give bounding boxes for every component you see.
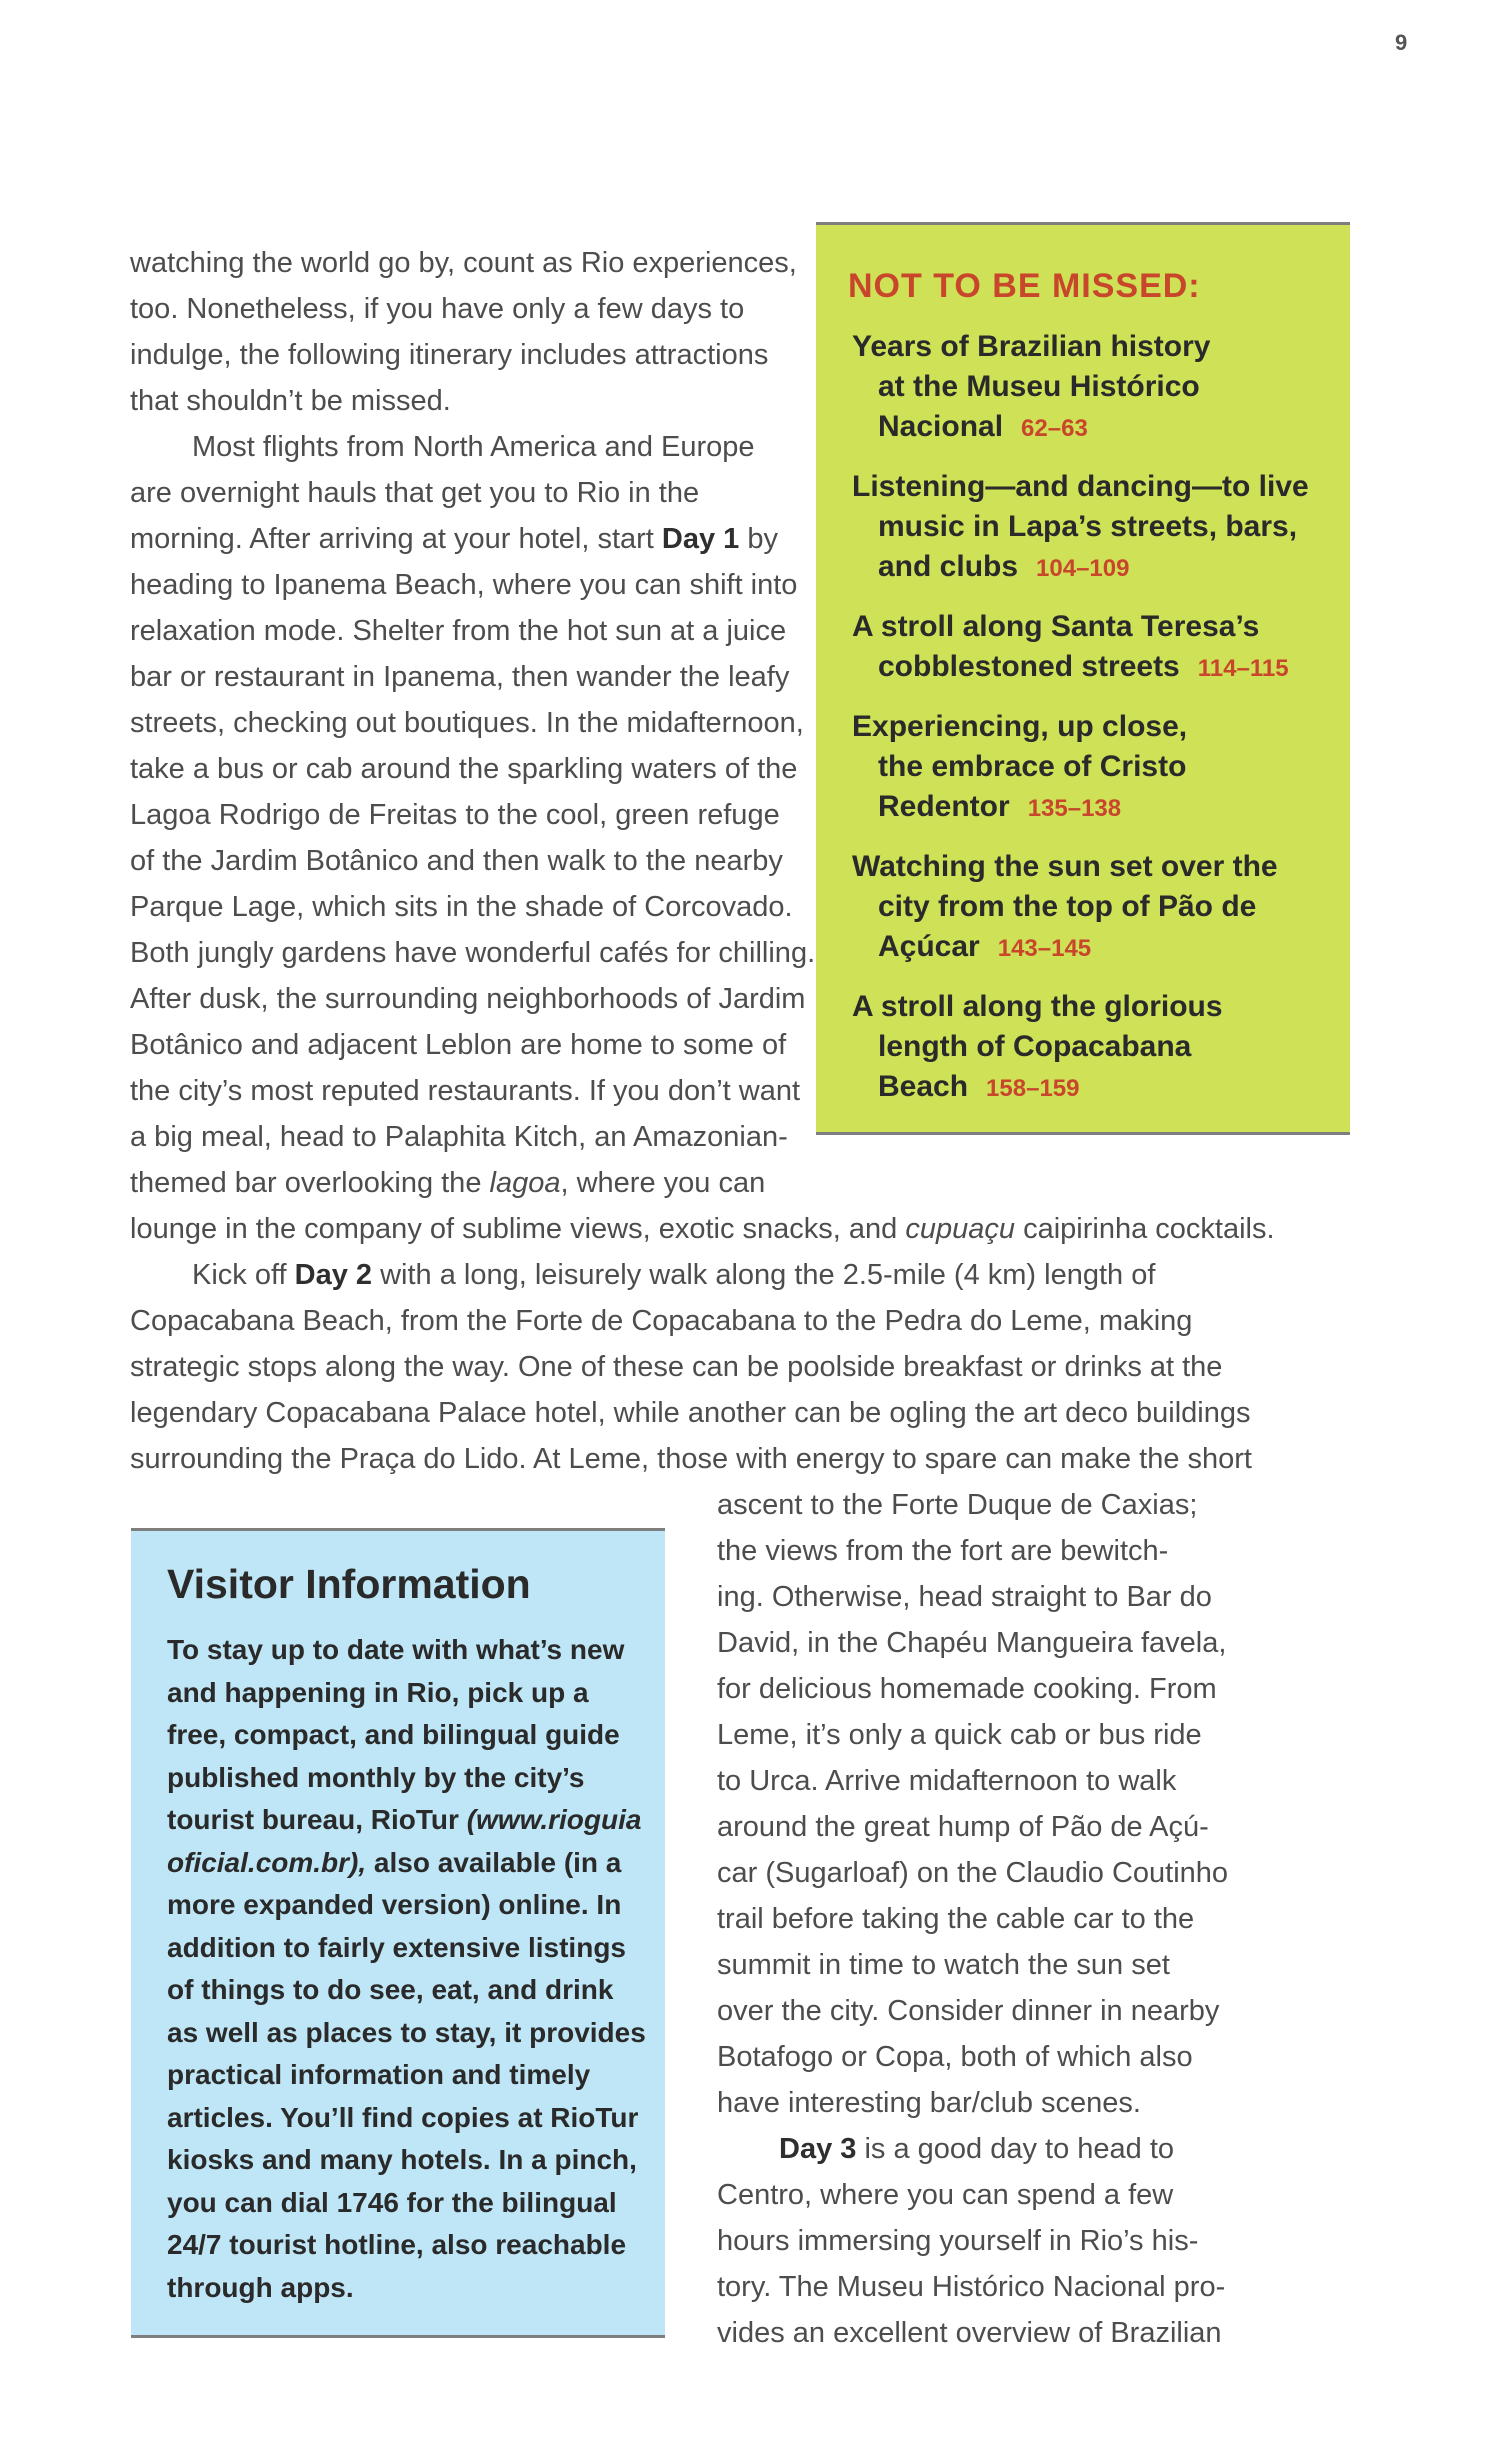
body-line: the city’s most reputed restaurants. If you don’t want (130, 1075, 801, 1107)
body-line: legendary Copacabana Palace hotel, while another can be ogling the art deco buildings (130, 1397, 1251, 1429)
not-to-be-missed-line: the embrace of Cristo (878, 750, 1187, 783)
visitor-information-box (131, 1528, 665, 2338)
visitor-information-line: articles. You’ll find copies at RioTur (167, 2101, 639, 2133)
not-to-be-missed-line: city from the top of Pão de (878, 890, 1257, 923)
body-line: take a bus or cab around the sparkling waters of the (130, 753, 798, 785)
body-line: to Urca. Arrive midafternoon to walk (717, 1765, 1177, 1797)
visitor-information-line: free, compact, and bilingual guide (167, 1719, 620, 1750)
body-line: that shouldn’t be missed. (130, 385, 451, 417)
page-reference: 62–63 (1021, 415, 1088, 442)
body-line: Centro, where you can spend a few (717, 2179, 1174, 2211)
body-line: summit in time to watch the sun set (717, 1949, 1170, 1981)
body-line: bar or restaurant in Ipanema, then wander the leafy (130, 661, 790, 693)
body-line: trail before taking the cable car to the (717, 1903, 1195, 1935)
body-line: Most flights from North America and Europe (192, 431, 755, 463)
visitor-information-line: of things to do see, eat, and drink (167, 1974, 614, 2005)
visitor-information-line: you can dial 1746 for the bilingual (167, 2186, 617, 2218)
body-line: a big meal, head to Palaphita Kitch, an Amazonian- (130, 1121, 788, 1153)
page-reference: 114–115 (1197, 655, 1289, 682)
body-line: heading to Ipanema Beach, where you can shift into (130, 569, 798, 601)
body-line: David, in the Chapéu Mangueira favela, (717, 1627, 1227, 1659)
page-reference: 143–145 (997, 935, 1092, 962)
body-line: strategic stops along the way. One of these can be poolside breakfast or drinks at the (130, 1351, 1223, 1383)
body-line: Both jungly gardens have wonderful cafés for chilling. (130, 937, 816, 969)
visitor-information-line: addition to fairly extensive listings (167, 1931, 626, 1963)
body-line: hours immersing yourself in Rio’s his- (717, 2225, 1199, 2257)
body-line: over the city. Consider dinner in nearby (717, 1995, 1220, 2027)
visitor-information-line: kiosks and many hotels. In a pinch, (167, 2144, 637, 2175)
body-line: themed bar overlooking the lagoa, where you can (130, 1167, 766, 1199)
page-reference: 158–159 (986, 1075, 1080, 1102)
not-to-be-missed-line: Watching the sun set over the (852, 850, 1278, 883)
body-line: surrounding the Praça do Lido. At Leme, those with energy to spare can make the short (130, 1443, 1252, 1475)
not-to-be-missed-line: A stroll along the glorious (852, 990, 1223, 1023)
not-to-be-missed-line: A stroll along Santa Teresa’s (852, 610, 1260, 643)
body-line: the views from the fort are bewitch- (717, 1535, 1169, 1567)
not-to-be-missed-line: Experiencing, up close, (852, 710, 1188, 743)
body-line: indulge, the following itinerary includes attractions (130, 339, 769, 371)
visitor-information-line: To stay up to date with what’s new (167, 1634, 625, 1665)
body-line: car (Sugarloaf) on the Claudio Coutinho (717, 1857, 1229, 1889)
body-line: have interesting bar/club scenes. (717, 2087, 1141, 2119)
visitor-information-line: 24/7 tourist hotline, also reachable (167, 2229, 627, 2260)
body-line: lounge in the company of sublime views, exotic snacks, and cupuaçu caipirinha cocktails. (130, 1213, 1275, 1245)
body-line: ing. Otherwise, head straight to Bar do (717, 1581, 1212, 1613)
body-line: for delicious homemade cooking. From (717, 1673, 1217, 1705)
not-to-be-missed-line: at the Museu Histórico (878, 370, 1200, 403)
page-reference: 104–109 (1036, 555, 1130, 582)
visitor-information-line: more expanded version) online. In (167, 1889, 622, 1920)
not-to-be-missed-line: music in Lapa’s streets, bars, (878, 510, 1298, 543)
not-to-be-missed-line: length of Copacabana (878, 1030, 1192, 1063)
page-reference: 135–138 (1027, 795, 1122, 822)
body-line: Botânico and adjacent Leblon are home to some of (130, 1029, 787, 1061)
body-line: Day 3 is a good day to head to (779, 2133, 1175, 2165)
visitor-information-line: through apps. (167, 2271, 354, 2303)
body-line: ascent to the Forte Duque de Caxias; (717, 1489, 1198, 1521)
visitor-information-line: published monthly by the city’s (167, 1761, 585, 1793)
not-to-be-missed-line: cobblestoned streets 114–115 (878, 650, 1289, 683)
body-line: Botafogo or Copa, both of which also (717, 2041, 1193, 2073)
page-number: 9 (1395, 30, 1408, 55)
body-line: too. Nonetheless, if you have only a few days to (130, 293, 745, 325)
visitor-information-line: and happening in Rio, pick up a (167, 1676, 589, 1708)
body-line: After dusk, the surrounding neighborhoods of Jardim (130, 983, 806, 1015)
not-to-be-missed-title: NOT TO BE MISSED: (848, 267, 1201, 305)
visitor-information-line: as well as places to stay, it provides (167, 2016, 646, 2048)
body-line: morning. After arriving at your hotel, start Day 1 by (130, 523, 778, 555)
body-line: relaxation mode. Shelter from the hot sun at a juice (130, 615, 787, 647)
not-to-be-missed-line: and clubs 104–109 (878, 550, 1130, 583)
visitor-information-line: practical information and timely (167, 2059, 591, 2090)
visitor-information-line: tourist bureau, RioTur (www.rioguia (167, 1804, 642, 1835)
body-line: Parque Lage, which sits in the shade of Corcovado. (130, 891, 793, 923)
visitor-information-title: Visitor Information (167, 1561, 531, 1607)
body-line: vides an excellent overview of Brazilian (717, 2317, 1222, 2349)
body-line: Leme, it’s only a quick cab or bus ride (717, 1719, 1202, 1751)
body-line: around the great hump of Pão de Açú- (717, 1811, 1209, 1843)
not-to-be-missed-line: Beach 158–159 (878, 1070, 1080, 1103)
body-line: of the Jardim Botânico and then walk to the nearby (130, 845, 783, 877)
body-line: streets, checking out boutiques. In the midafternoon, (130, 707, 804, 739)
not-to-be-missed-line: Listening—and dancing—to live (852, 470, 1309, 503)
body-line: Kick off Day 2 with a long, leisurely walk along the 2.5-mile (4 km) length of (192, 1259, 1156, 1291)
body-line: tory. The Museu Histórico Nacional pro- (717, 2271, 1226, 2303)
body-line: Copacabana Beach, from the Forte de Copacabana to the Pedra do Leme, making (130, 1305, 1193, 1337)
not-to-be-missed-line: Açúcar 143–145 (878, 930, 1092, 963)
not-to-be-missed-line: Years of Brazilian history (852, 330, 1211, 363)
body-line: Lagoa Rodrigo de Freitas to the cool, green refuge (130, 799, 780, 831)
body-line: are overnight hauls that get you to Rio in the (130, 477, 700, 509)
visitor-information-line: oficial.com.br), also available (in a (167, 1846, 622, 1878)
body-line: watching the world go by, count as Rio experiences, (130, 247, 797, 279)
not-to-be-missed-line: Nacional 62–63 (878, 410, 1088, 443)
not-to-be-missed-line: Redentor 135–138 (878, 790, 1122, 823)
not-to-be-missed-box (816, 222, 1350, 1135)
